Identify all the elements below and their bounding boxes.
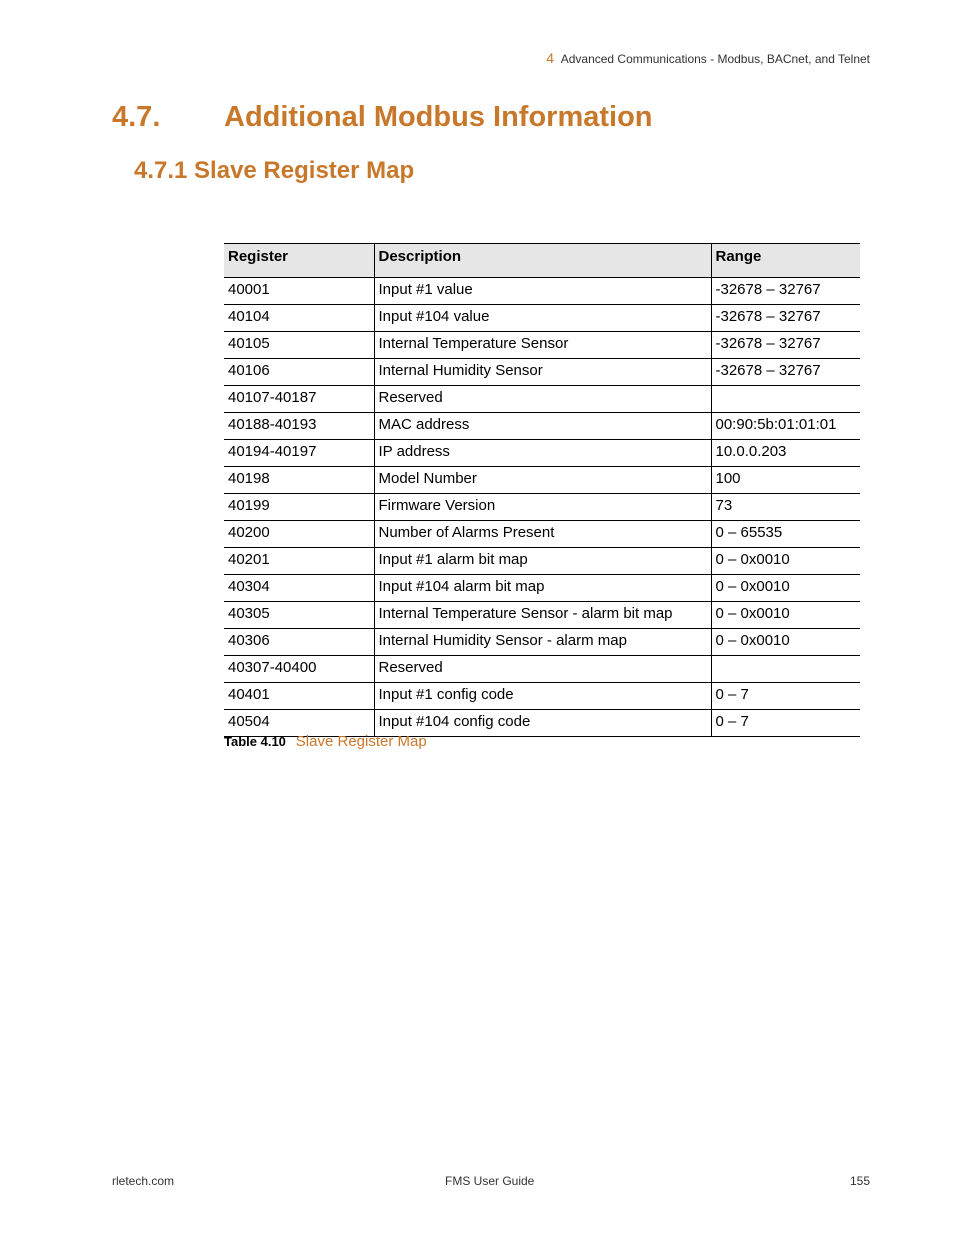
table-row	[224, 332, 860, 359]
register-cell: 40304	[224, 575, 374, 602]
range-cell: -32678 – 32767	[711, 332, 860, 359]
table-row	[224, 521, 860, 548]
range-cell: 00:90:5b:01:01:01	[711, 413, 860, 440]
page-number: 155	[849, 1174, 870, 1188]
table-row	[224, 305, 860, 332]
table-row	[224, 440, 860, 467]
table-row	[224, 386, 860, 413]
table-row	[224, 494, 860, 521]
description-cell: Input #1 config code	[374, 683, 711, 710]
range-cell: 0 – 0x0010	[711, 575, 860, 602]
description-cell: Input #1 value	[374, 278, 711, 305]
register-cell: 40504	[224, 710, 374, 737]
register-cell: 40001	[224, 278, 374, 305]
range-cell: 0 – 65535	[711, 521, 860, 548]
description-cell: Reserved	[374, 656, 711, 683]
table-row	[224, 683, 860, 710]
range-cell: 0 – 0x0010	[711, 629, 860, 656]
description-cell: Model Number	[374, 467, 711, 494]
range-cell: 0 – 7	[711, 683, 860, 710]
register-cell: 40198	[224, 467, 374, 494]
caption-label: Table 4.10	[224, 734, 286, 749]
table-row	[224, 548, 860, 575]
description-cell: Number of Alarms Present	[374, 521, 711, 548]
description-cell: Firmware Version	[374, 494, 711, 521]
description-cell: Internal Temperature Sensor - alarm bit map	[374, 602, 711, 629]
range-cell: 0 – 7	[711, 710, 860, 737]
description-cell: Internal Humidity Sensor - alarm map	[374, 629, 711, 656]
section-heading	[112, 101, 653, 134]
register-cell: 40188-40193	[224, 413, 374, 440]
register-cell: 40306	[224, 629, 374, 656]
chapter-number: 4	[546, 50, 555, 66]
table-row	[224, 467, 860, 494]
description-cell: Input #104 config code	[374, 710, 711, 737]
range-cell: -32678 – 32767	[711, 305, 860, 332]
caption-text: Slave Register Map	[295, 733, 427, 750]
range-cell	[711, 386, 860, 413]
column-header-range: Range	[711, 244, 860, 278]
description-cell: Reserved	[374, 386, 711, 413]
register-cell: 40401	[224, 683, 374, 710]
table-caption	[224, 733, 427, 750]
description-cell: MAC address	[374, 413, 711, 440]
table-row	[224, 278, 860, 305]
table-body	[224, 278, 860, 737]
register-cell: 40307-40400	[224, 656, 374, 683]
register-cell: 40104	[224, 305, 374, 332]
table-header-row	[224, 244, 860, 278]
description-cell: Input #1 alarm bit map	[374, 548, 711, 575]
description-cell: Input #104 value	[374, 305, 711, 332]
range-cell: 100	[711, 467, 860, 494]
section-number: 4.7.	[112, 101, 161, 133]
subsection-heading: 4.7.1 Slave Register Map	[134, 157, 415, 184]
range-cell	[711, 656, 860, 683]
table-row	[224, 629, 860, 656]
range-cell: -32678 – 32767	[711, 359, 860, 386]
chapter-title: Advanced Communications - Modbus, BACnet, and Telnet	[560, 52, 870, 66]
table-row	[224, 359, 860, 386]
register-map-table	[224, 243, 860, 737]
column-header-description: Description	[374, 244, 711, 278]
footer-website: rletech.com	[112, 1174, 175, 1188]
range-cell: 73	[711, 494, 860, 521]
register-cell: 40106	[224, 359, 374, 386]
range-cell: 10.0.0.203	[711, 440, 860, 467]
table-row	[224, 656, 860, 683]
description-cell: IP address	[374, 440, 711, 467]
table-row	[224, 413, 860, 440]
column-header-register: Register	[224, 244, 374, 278]
table-row	[224, 575, 860, 602]
register-cell: 40201	[224, 548, 374, 575]
register-cell: 40199	[224, 494, 374, 521]
register-cell: 40107-40187	[224, 386, 374, 413]
register-cell: 40105	[224, 332, 374, 359]
register-cell: 40200	[224, 521, 374, 548]
description-cell: Internal Humidity Sensor	[374, 359, 711, 386]
description-cell: Input #104 alarm bit map	[374, 575, 711, 602]
table-row	[224, 602, 860, 629]
description-cell: Internal Temperature Sensor	[374, 332, 711, 359]
section-title: Additional Modbus Information	[224, 101, 653, 133]
register-cell: 40194-40197	[224, 440, 374, 467]
range-cell: 0 – 0x0010	[711, 602, 860, 629]
running-header	[546, 50, 870, 66]
footer-doc-title: FMS User Guide	[445, 1174, 535, 1188]
range-cell: 0 – 0x0010	[711, 548, 860, 575]
register-cell: 40305	[224, 602, 374, 629]
range-cell: -32678 – 32767	[711, 278, 860, 305]
